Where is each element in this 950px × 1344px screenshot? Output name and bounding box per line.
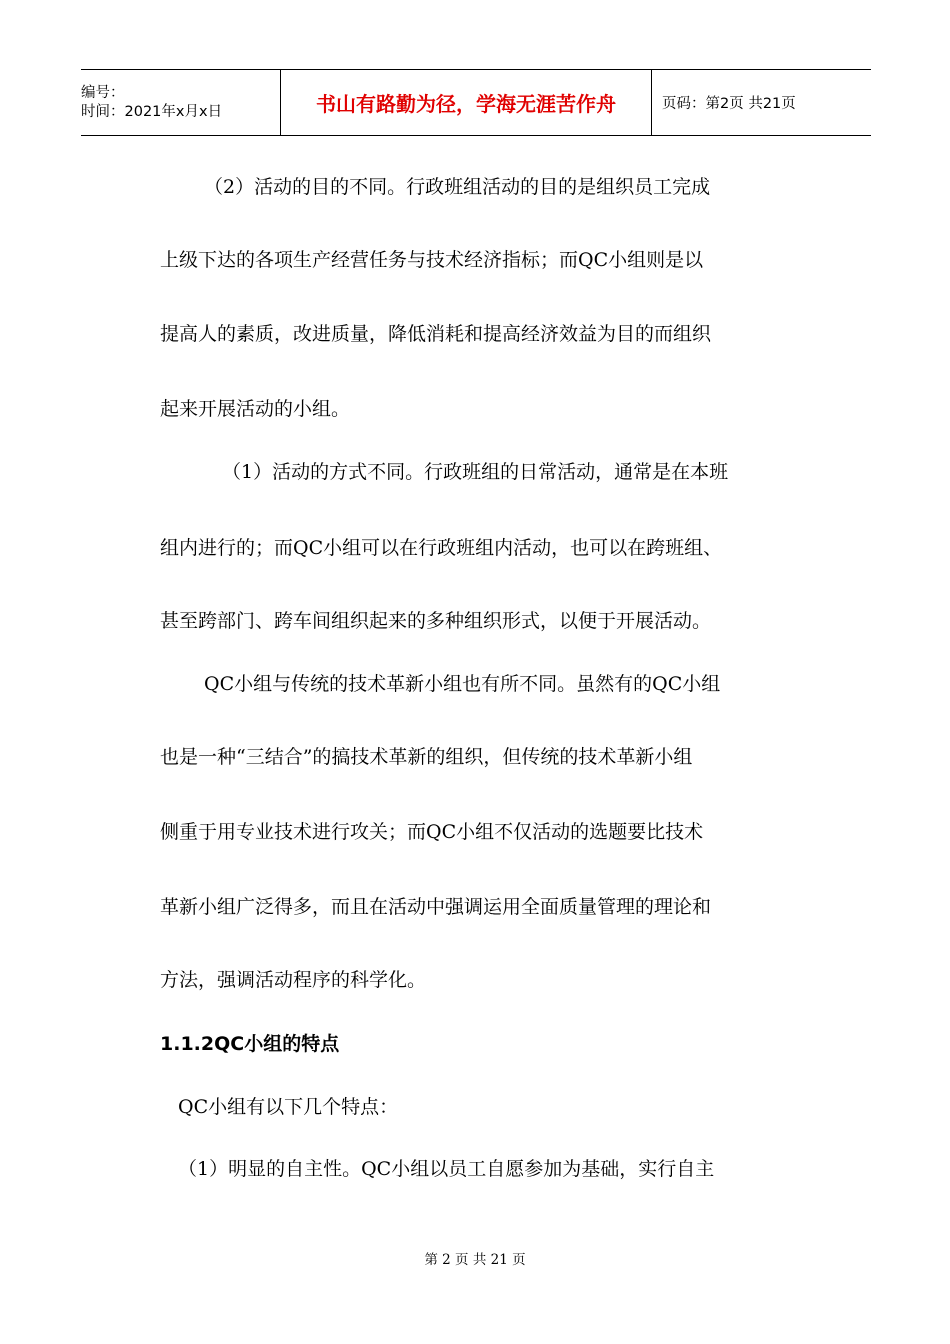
page-header — [81, 69, 871, 136]
paragraph-line: （1）明显的自主性。QC小组以员工自愿参加为基础，实行自主 — [178, 1158, 715, 1180]
paragraph-line: QC小组有以下几个特点： — [178, 1096, 399, 1118]
header-page-indicator: 页码：第2页 共21页 — [652, 70, 872, 136]
paragraph-line: 起来开展活动的小组。 — [160, 398, 351, 420]
paragraph-line: 组内进行的；而QC小组可以在行政班组内活动，也可以在跨班组、 — [160, 537, 723, 559]
paragraph-line: 提高人的素质，改进质量，降低消耗和提高经济效益为目的而组织 — [160, 323, 712, 345]
paragraph-line: 侧重于用专业技术进行攻关；而QC小组不仅活动的选题要比技术 — [160, 821, 704, 843]
paragraph-line: 上级下达的各项生产经营任务与技术经济指标；而QC小组则是以 — [160, 249, 704, 271]
document-date-label: 时间：2021年x月x日 — [81, 103, 223, 120]
paragraph-line: （1）活动的方式不同。行政班组的日常活动，通常是在本班 — [222, 461, 729, 483]
paragraph-line: （2）活动的目的不同。行政班组活动的目的是组织员工完成 — [204, 176, 711, 198]
paragraph-line: 甚至跨部门、跨车间组织起来的多种组织形式，以便于开展活动。 — [160, 610, 712, 632]
paragraph-line: QC小组与传统的技术革新小组也有所不同。虽然有的QC小组 — [204, 673, 721, 695]
header-meta — [81, 70, 281, 136]
paragraph-line: 革新小组广泛得多，而且在活动中强调运用全面质量管理的理论和 — [160, 896, 712, 918]
document-number-label: 编号： — [81, 84, 125, 101]
section-heading: 1.1.2QC小组的特点 — [160, 1033, 340, 1055]
page-footer: 第 2 页 共 21 页 — [424, 1252, 526, 1268]
paragraph-line: 方法，强调活动程序的科学化。 — [160, 969, 427, 991]
paragraph-line: 也是一种“三结合”的搞技术革新的组织，但传统的技术革新小组 — [160, 746, 693, 768]
header-motto: 书山有路勤为径，学海无涯苦作舟 — [281, 70, 652, 136]
